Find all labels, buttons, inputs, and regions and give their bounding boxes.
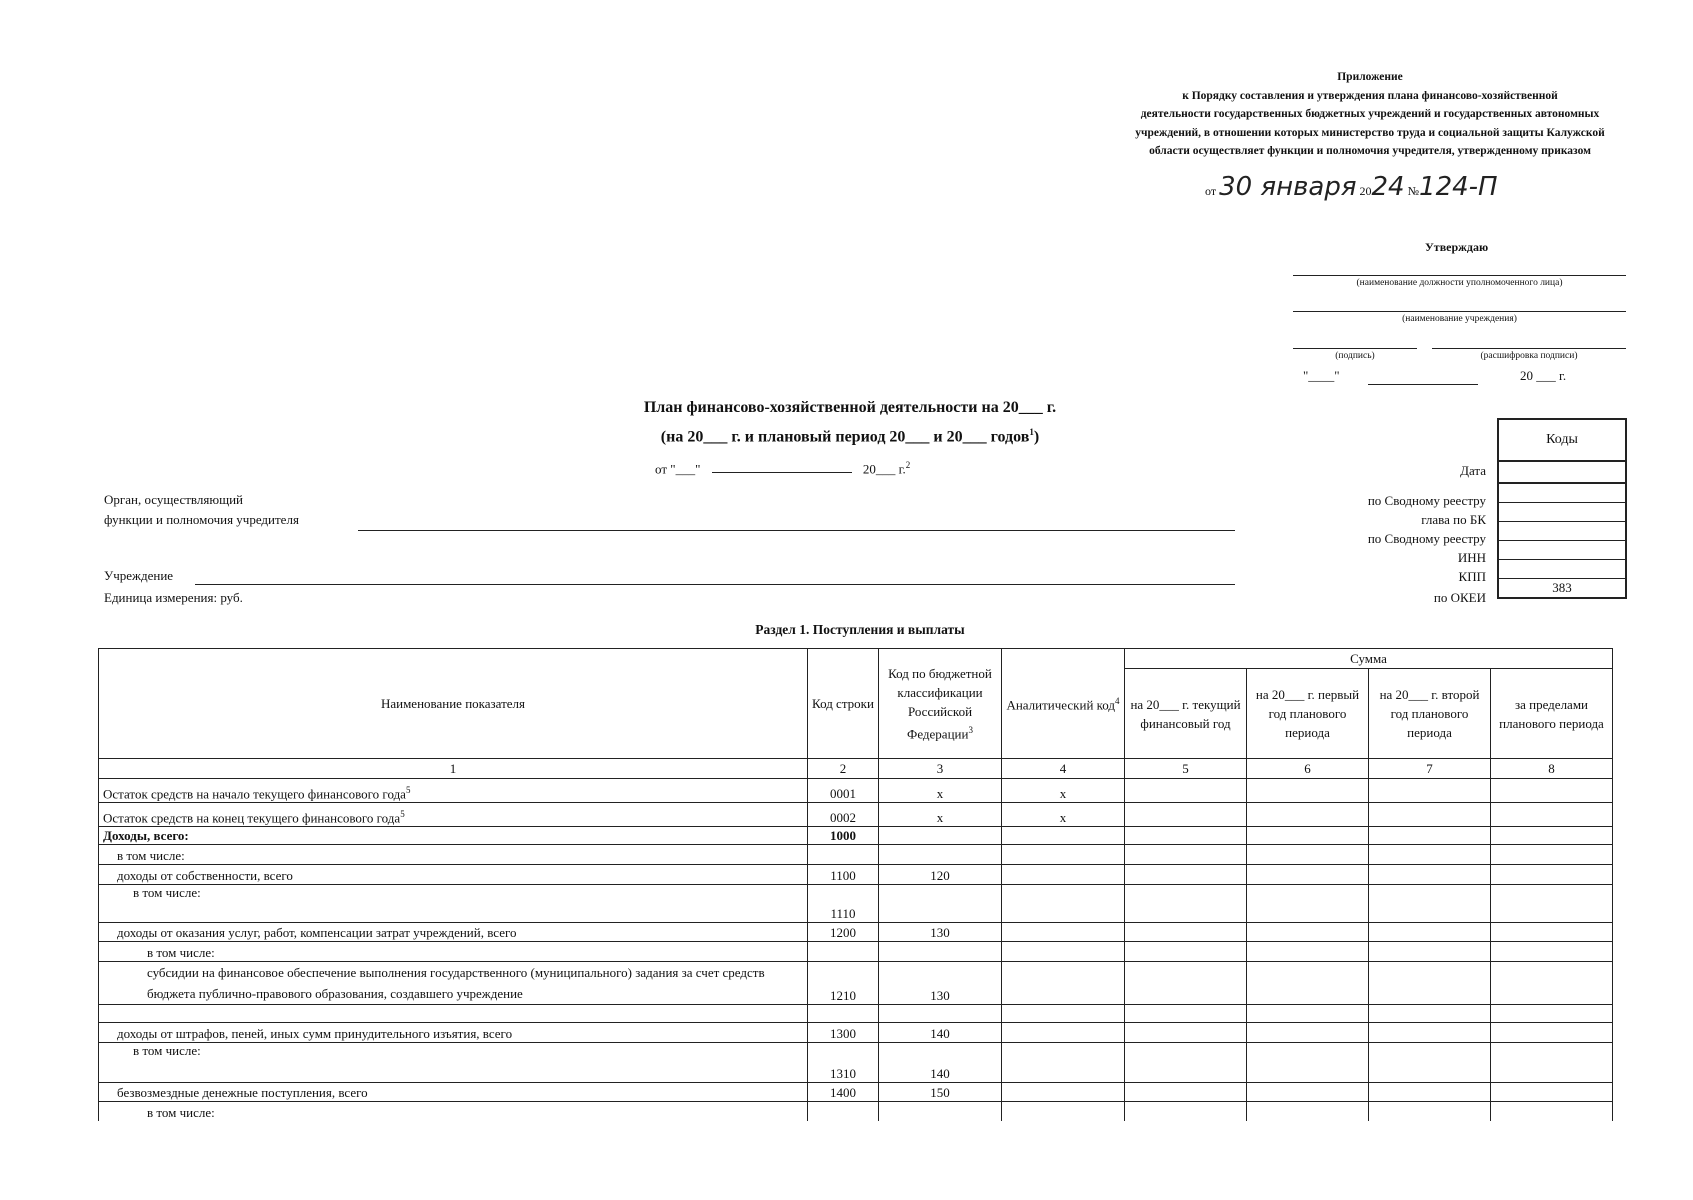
table-row xyxy=(99,1005,1613,1023)
sum-cell[interactable] xyxy=(1125,779,1247,803)
sum-cell[interactable] xyxy=(1491,1005,1613,1023)
plan-date: от "___" 20___ г.$^2$ xyxy=(655,460,911,477)
header-col5: на 20___ г. текущий финансовый год xyxy=(1125,669,1247,759)
header-col7: на 20___ г. второй год планового периода xyxy=(1369,669,1491,759)
row-code: 1200 xyxy=(808,923,879,942)
sum-cell[interactable] xyxy=(1125,845,1247,865)
row-name: доходы от собственности, всего xyxy=(99,865,808,885)
handwritten-number: 124-П xyxy=(1419,172,1498,202)
sum-cell[interactable] xyxy=(1247,942,1369,962)
institution-caption: (наименование учреждения) xyxy=(1402,314,1517,324)
sum-cell[interactable] xyxy=(1369,1005,1491,1023)
sum-cell[interactable] xyxy=(1125,865,1247,885)
codes-label-registry-1: по Сводному реестру xyxy=(1367,493,1486,508)
codes-label-kpp: КПП xyxy=(1458,569,1486,584)
sum-cell[interactable] xyxy=(1369,1083,1491,1102)
code-registry-2[interactable] xyxy=(1499,522,1625,541)
colnum: 3 xyxy=(879,759,1002,779)
row-analytic: x xyxy=(1002,779,1125,803)
sum-cell[interactable] xyxy=(1491,803,1613,827)
codes-label-bk: глава по БК xyxy=(1421,512,1486,527)
row-analytic xyxy=(1002,1043,1125,1083)
sum-cell[interactable] xyxy=(1125,1102,1247,1121)
row-name: в том числе: xyxy=(99,1043,808,1083)
table-row xyxy=(99,962,1613,1005)
sum-cell[interactable] xyxy=(1247,962,1369,1005)
sum-cell[interactable] xyxy=(1369,885,1491,923)
row-analytic xyxy=(1002,962,1125,1005)
code-kpp[interactable] xyxy=(1499,560,1625,579)
sum-cell[interactable] xyxy=(1125,1005,1247,1023)
sum-cell[interactable] xyxy=(1369,1102,1491,1121)
colnum: 7 xyxy=(1369,759,1491,779)
number-prefix: № xyxy=(1407,184,1420,198)
header-col6: на 20___ г. первый год планового периода xyxy=(1247,669,1369,759)
sum-cell[interactable] xyxy=(1369,827,1491,845)
table-row xyxy=(99,1023,1613,1043)
signature-caption: (подпись) xyxy=(1335,351,1375,361)
row-name: безвозмездные денежные поступления, всего xyxy=(99,1083,808,1102)
row-code: 1100 xyxy=(808,865,879,885)
row-code: 1300 xyxy=(808,1023,879,1043)
sum-cell[interactable] xyxy=(1369,1043,1491,1083)
signature-line[interactable] xyxy=(1293,348,1417,349)
sum-cell[interactable] xyxy=(1247,1043,1369,1083)
code-bk-chapter[interactable] xyxy=(1499,503,1625,522)
sum-cell[interactable] xyxy=(1247,827,1369,845)
row-name: в том числе: xyxy=(99,845,808,865)
sum-cell[interactable] xyxy=(1125,942,1247,962)
codes-header: Коды xyxy=(1499,420,1625,462)
appendix-line: к Порядку составления и утверждения плана финансово-хозяйственной xyxy=(1182,89,1558,102)
row-name: в том числе: xyxy=(99,885,808,923)
code-inn[interactable] xyxy=(1499,541,1625,560)
table-row xyxy=(99,885,1613,923)
row-analytic xyxy=(1002,845,1125,865)
plan-date-year: 20___ г. xyxy=(862,461,906,477)
receipts-payments-table xyxy=(98,648,1613,1121)
table-row xyxy=(99,1043,1613,1083)
sum-cell[interactable] xyxy=(1125,885,1247,923)
row-code xyxy=(808,942,879,962)
sum-cell[interactable] xyxy=(1369,779,1491,803)
table-row xyxy=(99,803,1613,827)
row-code xyxy=(808,845,879,865)
sum-cell[interactable] xyxy=(1125,962,1247,1005)
row-name: в том числе: xyxy=(99,1102,808,1121)
section-title: Раздел 1. Поступления и выплаты xyxy=(755,622,965,637)
row-code xyxy=(808,1102,879,1121)
row-name: в том числе: xyxy=(99,942,808,962)
appendix-line: учреждений, в отношении которых министерство труда и социальной защиты Калужской xyxy=(1135,126,1605,139)
approval-month-line[interactable] xyxy=(1368,384,1478,385)
sum-cell[interactable] xyxy=(1491,845,1613,865)
institution-label: Учреждение xyxy=(104,568,174,583)
row-analytic xyxy=(1002,1083,1125,1102)
sum-cell[interactable] xyxy=(1491,827,1613,845)
table-row xyxy=(99,865,1613,885)
sum-cell[interactable] xyxy=(1491,1043,1613,1083)
date-prefix: от xyxy=(1205,184,1217,198)
row-name: Доходы, всего: xyxy=(99,827,808,845)
row-kbk xyxy=(879,827,1002,845)
sum-cell[interactable] xyxy=(1247,845,1369,865)
row-kbk: 130 xyxy=(879,962,1002,1005)
sum-cell[interactable] xyxy=(1125,1043,1247,1083)
row-kbk: 130 xyxy=(879,923,1002,942)
colnum: 6 xyxy=(1247,759,1369,779)
codes-box xyxy=(1497,418,1627,599)
header-name: Наименование показателя xyxy=(99,649,808,759)
sum-cell[interactable] xyxy=(1491,1102,1613,1121)
appendix-title: Приложение xyxy=(1337,71,1403,83)
position-line[interactable] xyxy=(1293,275,1626,276)
row-code: 1210 xyxy=(808,962,879,1005)
unit-label: Единица измерения: руб. xyxy=(104,590,243,605)
row-kbk xyxy=(879,885,1002,923)
table-row xyxy=(99,1102,1613,1121)
row-code: 1310 xyxy=(808,1043,879,1083)
table-row xyxy=(99,942,1613,962)
sum-cell[interactable] xyxy=(1247,1005,1369,1023)
sum-cell[interactable] xyxy=(1247,1083,1369,1102)
row-name: Остаток средств на конец текущего финансового года$^5$ xyxy=(99,803,808,827)
plan-title-line2: (на 20___ г. и плановый период 20___ и 20___ годов$^1$) xyxy=(660,427,1040,446)
sum-cell[interactable] xyxy=(1369,1023,1491,1043)
institution-field[interactable] xyxy=(195,584,1235,585)
row-kbk xyxy=(879,845,1002,865)
sum-cell[interactable] xyxy=(1491,885,1613,923)
row-analytic xyxy=(1002,923,1125,942)
header-code: Код строки xyxy=(808,649,879,759)
row-analytic xyxy=(1002,1102,1125,1121)
sum-cell[interactable] xyxy=(1369,845,1491,865)
plan-title-line1: План финансово-хозяйственной деятельности на 20___ г. xyxy=(643,399,1057,416)
row-kbk xyxy=(879,1102,1002,1121)
row-name: субсидии на финансовое обеспечение выполнения государственного (муниципального) задания за счет средств бюджета публично-правового образования, создавшего учреждение xyxy=(99,962,808,1005)
row-name: доходы от штрафов, пеней, иных сумм принудительного изъятия, всего xyxy=(99,1023,808,1043)
appendix-line: деятельности государственных бюджетных учреждений и государственных автономных xyxy=(1140,108,1600,120)
code-registry-1[interactable] xyxy=(1499,484,1625,503)
row-code: 1110 xyxy=(808,885,879,923)
sum-cell[interactable] xyxy=(1247,865,1369,885)
row-code: 1000 xyxy=(808,827,879,845)
approval-day: "____" xyxy=(1303,368,1340,383)
sum-cell[interactable] xyxy=(1125,803,1247,827)
colnum: 2 xyxy=(808,759,879,779)
row-analytic: x xyxy=(1002,803,1125,827)
table-row xyxy=(99,1083,1613,1102)
row-kbk xyxy=(879,1005,1002,1023)
organ-label-2: функции и полномочия учредителя xyxy=(104,512,299,527)
sum-cell[interactable] xyxy=(1247,885,1369,923)
row-name: доходы от оказания услуг, работ, компенсации затрат учреждений, всего xyxy=(99,923,808,942)
decipher-line[interactable] xyxy=(1432,348,1626,349)
sum-cell[interactable] xyxy=(1247,1023,1369,1043)
order-date xyxy=(1205,172,1498,202)
colnum: 1 xyxy=(99,759,808,779)
header-sum: Сумма xyxy=(1125,649,1613,669)
header-analytic: Аналитический код$^4$ xyxy=(1002,649,1125,759)
approval-year: 20 ___ г. xyxy=(1520,368,1567,383)
handwritten-year: 24 xyxy=(1371,172,1405,202)
table-row xyxy=(99,845,1613,865)
table-row xyxy=(99,827,1613,845)
sum-cell[interactable] xyxy=(1491,865,1613,885)
row-analytic xyxy=(1002,885,1125,923)
codes-label-okei: по ОКЕИ xyxy=(1433,590,1486,605)
codes-label-date: Дата xyxy=(1460,463,1486,478)
sum-cell[interactable] xyxy=(1491,779,1613,803)
codes-label-inn: ИНН xyxy=(1457,550,1486,565)
handwritten-date: 30 января xyxy=(1219,172,1357,202)
row-code xyxy=(808,1005,879,1023)
plan-date-month-line[interactable] xyxy=(712,472,852,473)
position-caption: (наименование должности уполномоченного лица) xyxy=(1356,278,1563,288)
colnum: 5 xyxy=(1125,759,1247,779)
row-code: 0001 xyxy=(808,779,879,803)
row-analytic xyxy=(1002,942,1125,962)
table-row xyxy=(99,923,1613,942)
row-name xyxy=(99,1005,808,1023)
row-kbk xyxy=(879,942,1002,962)
row-kbk: x xyxy=(879,803,1002,827)
appendix-line: области осуществляет функции и полномочия учредителя, утвержденному приказом xyxy=(1149,145,1591,157)
row-code: 1400 xyxy=(808,1083,879,1102)
row-kbk: 140 xyxy=(879,1023,1002,1043)
row-code: 0002 xyxy=(808,803,879,827)
sum-cell[interactable] xyxy=(1491,923,1613,942)
sum-cell[interactable] xyxy=(1491,1083,1613,1102)
sum-cell[interactable] xyxy=(1369,962,1491,1005)
row-analytic xyxy=(1002,1005,1125,1023)
sum-cell[interactable] xyxy=(1125,1083,1247,1102)
appendix-block xyxy=(1080,68,1660,161)
row-kbk: x xyxy=(879,779,1002,803)
sum-cell[interactable] xyxy=(1247,779,1369,803)
colnum: 4 xyxy=(1002,759,1125,779)
colnum: 8 xyxy=(1491,759,1613,779)
header-kbk: Код по бюджетной классификации Российской Федерации$^3$ xyxy=(879,649,1002,759)
decipher-caption: (расшифровка подписи) xyxy=(1480,351,1578,361)
institution-line[interactable] xyxy=(1293,311,1626,312)
row-analytic xyxy=(1002,865,1125,885)
sum-cell[interactable] xyxy=(1491,942,1613,962)
row-kbk: 140 xyxy=(879,1043,1002,1083)
organ-label-1: Орган, осуществляющий xyxy=(104,492,243,507)
row-analytic xyxy=(1002,827,1125,845)
sum-cell[interactable] xyxy=(1369,923,1491,942)
plan-date-day: от "___" xyxy=(655,461,701,477)
sum-cell[interactable] xyxy=(1125,827,1247,845)
sum-cell[interactable] xyxy=(1247,923,1369,942)
row-name: Остаток средств на начало текущего финансового года$^5$ xyxy=(99,779,808,803)
code-okei[interactable]: 383 xyxy=(1552,580,1572,595)
approve-word: Утверждаю xyxy=(1425,240,1489,254)
sum-cell[interactable] xyxy=(1247,803,1369,827)
plan-title xyxy=(560,395,1140,449)
sum-cell[interactable] xyxy=(1247,1102,1369,1121)
organ-field[interactable] xyxy=(358,530,1235,531)
code-date[interactable] xyxy=(1499,462,1625,484)
table-row xyxy=(99,779,1613,803)
sum-cell[interactable] xyxy=(1369,865,1491,885)
header-col8: за пределами планового периода xyxy=(1491,669,1613,759)
sum-cell[interactable] xyxy=(1491,962,1613,1005)
sum-cell[interactable] xyxy=(1125,1023,1247,1043)
row-analytic xyxy=(1002,1023,1125,1043)
sum-cell[interactable] xyxy=(1369,942,1491,962)
year-prefix: 20 xyxy=(1359,184,1372,198)
sum-cell[interactable] xyxy=(1125,923,1247,942)
row-kbk: 150 xyxy=(879,1083,1002,1102)
codes-label-registry-2: по Сводному реестру xyxy=(1367,531,1486,546)
sum-cell[interactable] xyxy=(1369,803,1491,827)
row-kbk: 120 xyxy=(879,865,1002,885)
sum-cell[interactable] xyxy=(1491,1023,1613,1043)
